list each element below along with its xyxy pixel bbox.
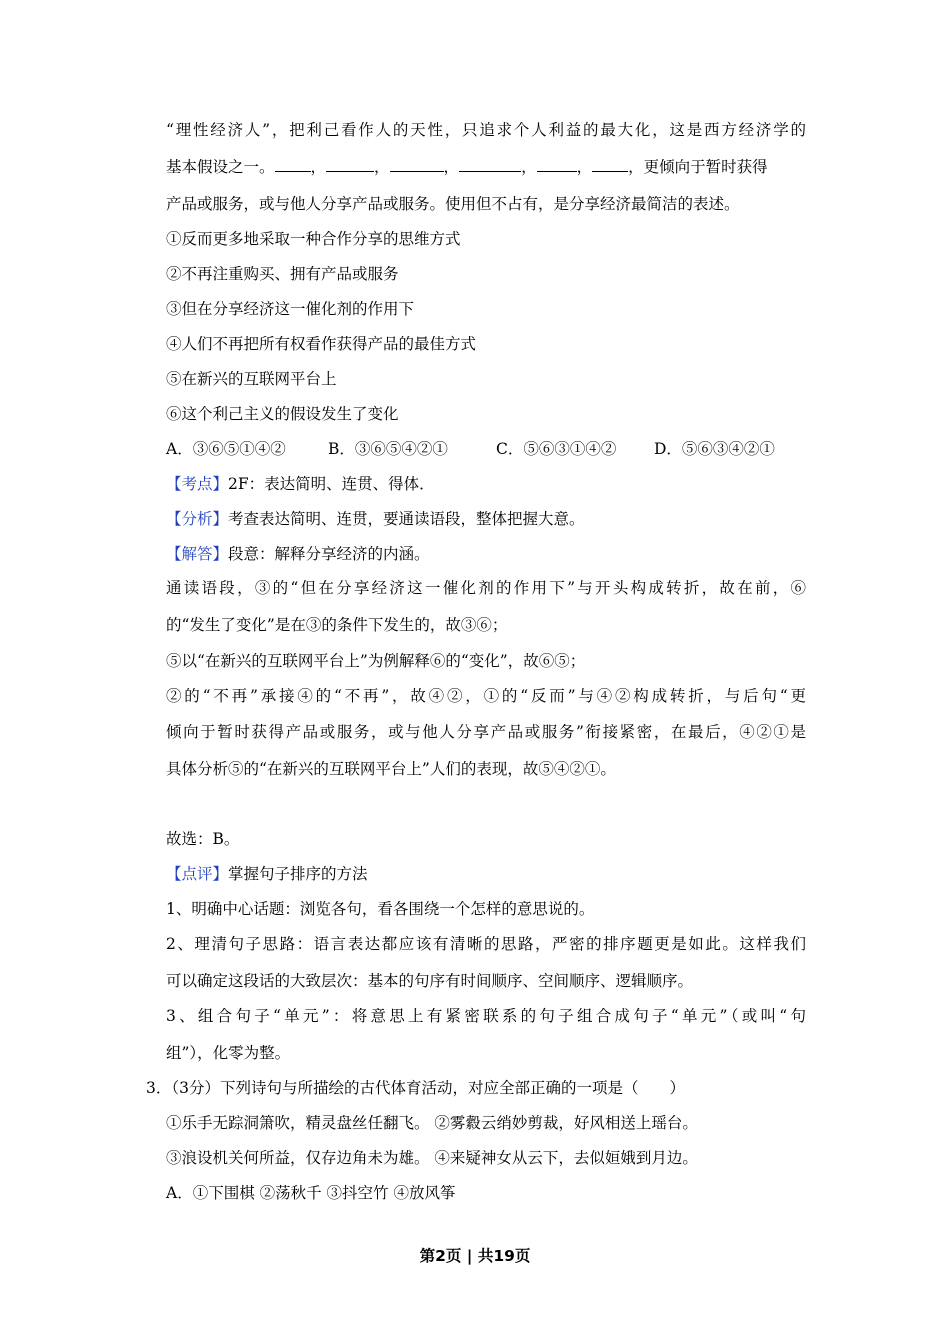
dianping-text: 掌握句子排序的方法 (228, 865, 368, 883)
separator: ， (374, 158, 390, 176)
jieda-detail-6: 具体分析⑤的“在新兴的互联网平台上”人们的表现，故⑤④②①。 (166, 760, 616, 778)
separator: ， (628, 158, 644, 176)
option-a: A．③⑥⑤①④② (166, 440, 286, 458)
sentence-4: ④人们不再把所有权看作获得产品的最佳方式 (166, 335, 477, 353)
answer-choice: 故选：B。 (166, 830, 240, 848)
question-number: 3． (146, 1079, 172, 1097)
fenxi-line (166, 509, 806, 529)
question-3-stem-line (146, 1078, 806, 1098)
dianping-detail-4: 3、组合句子“单元”：将意思上有紧密联系的句子组合成句子“单元”（或叫“句 (166, 1007, 806, 1025)
passage-line-2-end: 更倾向于暂时获得 (643, 158, 768, 176)
sentence-2: ②不再注重购买、拥有产品或服务 (166, 265, 399, 283)
blank-5 (537, 157, 577, 172)
question-3-line-2: ③浪设机关何所益，仅存边角未为雄。 ④来疑神女从云下，去似姮娥到月边。 (166, 1149, 698, 1167)
passage-line-2 (166, 157, 806, 177)
question-3-option-a: A．①下围棋 ②荡秋千 ③抖空竹 ④放风筝 (166, 1184, 456, 1202)
fenxi-text: 考查表达简明、连贯，要通读语段，整体把握大意。 (228, 510, 585, 528)
passage-line-1: “理性经济人”，把利己看作人的天性，只追求个人利益的最大化，这是西方经济学的 (166, 121, 806, 139)
question-3-line-1: ①乐手无踪洞箫吹，精灵盘丝任翻飞。 ②雾縠云绡妙剪裁，好风相送上瑶台。 (166, 1114, 698, 1132)
dianping-tag: 【点评】 (166, 865, 229, 883)
blank-1 (275, 157, 311, 172)
jieda-tag: 【解答】 (166, 545, 229, 563)
sentence-5: ⑤在新兴的互联网平台上 (166, 370, 337, 388)
jieda-detail-3: ⑤以“在新兴的互联网平台上”为例解释⑥的“变化”，故⑥⑤； (166, 652, 586, 670)
kaodian-line (166, 474, 806, 494)
dianping-detail-2: 2、理清句子思路：语言表达都应该有清晰的思路，严密的排序题更是如此。这样我们 (166, 935, 806, 953)
option-c: C．⑤⑥③①④② (496, 440, 617, 458)
option-b: B．③⑥⑤④②① (328, 440, 448, 458)
sentence-3: ③但在分享经济这一催化剂的作用下 (166, 300, 415, 318)
jieda-detail-1: 通读语段，③的“但在分享经济这一催化剂的作用下”与开头构成转折，故在前，⑥ (166, 579, 806, 597)
jieda-text: 段意：解释分享经济的内涵。 (228, 545, 430, 563)
kaodian-tag: 【考点】 (166, 475, 229, 493)
option-d: D．⑤⑥③④②① (654, 440, 775, 458)
separator: ， (576, 158, 593, 176)
jieda-detail-4: ②的“不再”承接④的“不再”，故④②，①的“反而”与④②构成转折，与后句“更 (166, 687, 806, 705)
passage-line-3: 产品或服务，或与他人分享产品或服务。使用但不占有，是分享经济最简洁的表述。 (166, 195, 740, 213)
jieda-detail-2: 的“发生了变化”是在③的条件下发生的，故③⑥； (166, 616, 508, 634)
dianping-detail-3: 可以确定这段话的大致层次：基本的句序有时间顺序、空间顺序、逻辑顺序。 (166, 972, 694, 990)
dianping-detail-1: 1、明确中心话题：浏览各句，看各围绕一个怎样的意思说的。 (166, 900, 595, 918)
separator: ， (443, 158, 460, 176)
separator: ， (521, 158, 537, 176)
kaodian-text: 2F：表达简明、连贯、得体． (228, 475, 435, 493)
passage-line-2-start: 基本假设之一。 (166, 158, 275, 176)
fenxi-tag: 【分析】 (166, 510, 229, 528)
sentence-1: ①反而更多地采取一种合作分享的思维方式 (166, 230, 461, 248)
dianping-line (166, 864, 806, 884)
dianping-detail-5: 组”），化零为整。 (166, 1044, 291, 1062)
jieda-line (166, 544, 806, 564)
page-footer: 第2页 | 共19页 (419, 1247, 531, 1265)
question-stem: （3分）下列诗句与所描绘的古代体育活动，对应全部正确的一项是（ ） (171, 1079, 685, 1097)
blank-4 (459, 157, 521, 172)
blank-6 (592, 157, 628, 172)
blank-2 (326, 157, 374, 172)
blank-3 (390, 157, 444, 172)
sentence-6: ⑥这个利己主义的假设发生了变化 (166, 405, 399, 423)
separator: ， (310, 158, 327, 176)
jieda-detail-5: 倾向于暂时获得产品或服务，或与他人分享产品或服务”衔接紧密，在最后，④②①是 (166, 723, 806, 741)
